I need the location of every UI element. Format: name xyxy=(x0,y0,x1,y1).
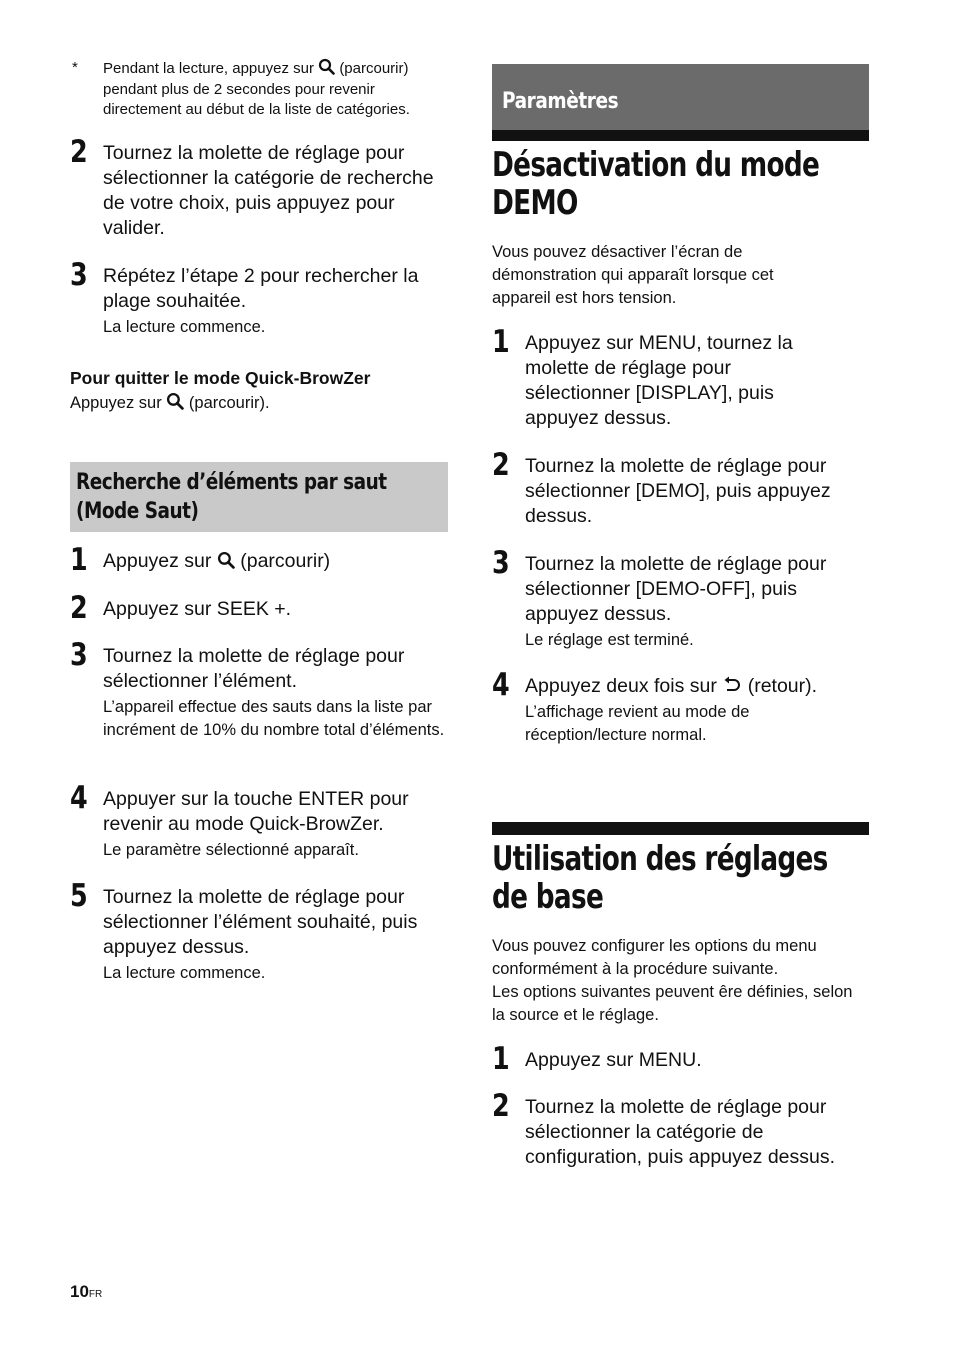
step-number: 1 xyxy=(492,1041,510,1077)
skip-mode-title: Recherche d’éléments par saut (Mode Saut) xyxy=(76,470,387,524)
step-text: Tournez la molette de réglage pour sélectionner la catégorie de recherche de votre choix, puis appuyez pour valider. xyxy=(103,142,434,239)
skip-mode-heading xyxy=(70,462,448,532)
settings-band xyxy=(492,64,869,130)
step-number: 1 xyxy=(70,542,88,578)
step-number: 4 xyxy=(492,667,510,703)
step-text: Tournez la molette de réglage pour sélectionner l’élément. xyxy=(103,645,405,692)
settings-band-title: Paramètres xyxy=(502,89,619,114)
quit-text-after: (parcourir). xyxy=(188,394,270,412)
demo-step-2 xyxy=(492,447,869,529)
step-text-before: Appuyez deux fois sur xyxy=(525,675,717,697)
step-text xyxy=(525,674,869,699)
step-number: 1 xyxy=(492,324,510,360)
skip-step-4 xyxy=(70,780,448,862)
skip-step-2 xyxy=(70,590,448,626)
search-icon xyxy=(166,392,184,410)
step-number: 4 xyxy=(70,780,88,816)
step-text: Tournez la molette de réglage pour sélectionner l’élément souhaité, puis appuyez dessus. xyxy=(103,886,418,958)
basic-step-1 xyxy=(492,1041,869,1077)
browse-step-2 xyxy=(70,134,448,241)
skip-step-5 xyxy=(70,878,448,985)
page-number-value: 10 xyxy=(70,1282,89,1301)
quit-text-before: Appuyez sur xyxy=(70,394,162,412)
step-number: 3 xyxy=(70,257,88,293)
basic-settings-title: Utilisation des réglages de base xyxy=(492,839,828,917)
basic-intro xyxy=(492,935,869,1027)
quit-text xyxy=(70,392,448,415)
skip-step-3 xyxy=(70,637,448,742)
section-rule xyxy=(492,130,869,141)
footnote xyxy=(72,58,453,121)
quit-heading: Pour quitter le mode Quick-BrowZer xyxy=(70,368,371,388)
browse-step-3 xyxy=(70,257,448,339)
step-result: Le réglage est terminé. xyxy=(525,631,694,649)
demo-intro: Vous pouvez désactiver l’écran de démonstration qui apparaît lorsque cet appareil est hors tension. xyxy=(492,243,774,307)
step-number: 3 xyxy=(70,637,88,673)
step-result: La lecture commence. xyxy=(103,318,266,336)
step-text: Répétez l’étape 2 pour rechercher la plage souhaitée. xyxy=(103,265,419,312)
step-text: Appuyez sur SEEK +. xyxy=(103,598,292,620)
step-result: Le paramètre sélectionné apparaît. xyxy=(103,841,359,859)
step-text: Tournez la molette de réglage pour sélectionner [DEMO-OFF], puis appuyez dessus. xyxy=(525,553,827,625)
page-number xyxy=(70,1282,102,1302)
basic-step-2 xyxy=(492,1088,869,1170)
back-icon xyxy=(722,676,742,694)
step-number: 2 xyxy=(70,134,88,170)
step-text-after: (parcourir) xyxy=(240,550,331,572)
demo-title: Désactivation du mode DEMO xyxy=(492,145,820,223)
footnote-mark: * xyxy=(72,59,78,76)
section-rule xyxy=(492,822,869,835)
step-number: 5 xyxy=(70,878,88,914)
page-language: FR xyxy=(88,1289,103,1300)
demo-step-1 xyxy=(492,324,869,431)
footnote-text-before: Pendant la lecture, appuyez sur xyxy=(103,60,314,77)
step-text: Appuyer sur la touche ENTER pour revenir au mode Quick-BrowZer. xyxy=(103,788,409,835)
demo-step-3 xyxy=(492,545,869,652)
search-icon xyxy=(217,551,235,569)
step-text: Tournez la molette de réglage pour sélectionner [DEMO], puis appuyez dessus. xyxy=(525,455,831,527)
footnote-text-rest: pendant plus de 2 secondes pour revenir directement au début de la liste de catégories. xyxy=(103,80,410,118)
step-result: La lecture commence. xyxy=(103,964,266,982)
right-column xyxy=(492,0,869,1168)
basic-intro-line-2: Les options suivantes peuvent êre définies, selon la source et le réglage. xyxy=(492,983,853,1024)
step-number: 2 xyxy=(492,447,510,483)
demo-step-4 xyxy=(492,667,869,747)
step-result: L’appareil effectue des sauts dans la liste par incrément de 10% du nombre total d’éléments. xyxy=(103,698,445,739)
step-text: Appuyez sur MENU, tournez la molette de réglage pour sélectionner [DISPLAY], puis appuyez dessus. xyxy=(525,332,793,429)
step-number: 3 xyxy=(492,545,510,581)
skip-step-1 xyxy=(70,542,448,578)
search-icon xyxy=(318,58,335,75)
step-result: L’affichage revient au mode de réception/lecture normal. xyxy=(525,703,750,744)
step-text: Tournez la molette de réglage pour sélectionner la catégorie de configuration, puis appuyez dessus. xyxy=(525,1096,836,1168)
basic-intro-line-1: Vous pouvez configurer les options du menu conformément à la procédure suivante. xyxy=(492,937,817,978)
step-text-before: Appuyez sur xyxy=(103,550,212,572)
footnote-text-after: (parcourir) xyxy=(339,60,409,77)
step-number: 2 xyxy=(492,1088,510,1124)
step-text xyxy=(103,549,448,574)
step-number: 2 xyxy=(70,590,88,626)
step-text-after: (retour). xyxy=(747,675,818,697)
step-text: Appuyez sur MENU. xyxy=(525,1049,702,1071)
